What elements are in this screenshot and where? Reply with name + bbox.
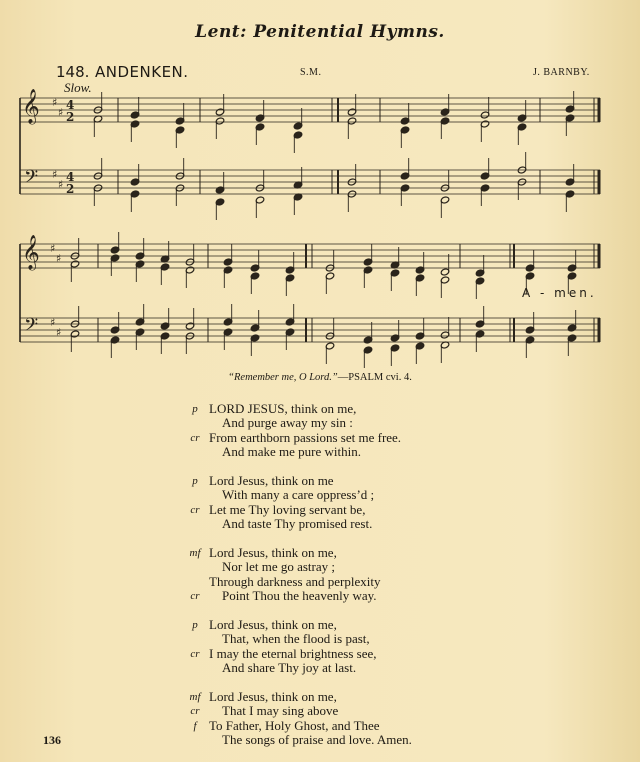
verse-line	[186, 488, 486, 502]
verse-line	[186, 402, 486, 416]
bass-clef: 𝄢	[24, 167, 39, 192]
dynamic-marking: mf	[189, 690, 201, 703]
verse-text: Let me Thy loving servant be,	[209, 501, 366, 517]
verse-line	[186, 733, 486, 747]
verse-text: Lord Jesus, think on me,	[209, 544, 337, 560]
verse-line	[186, 704, 486, 718]
verse-line	[186, 719, 486, 733]
stanza-5	[186, 690, 486, 748]
verse-text: From earthborn passions set me free.	[209, 429, 402, 445]
dynamic-marking: cr	[190, 503, 200, 516]
verse-line	[186, 546, 486, 560]
key-signature: ♯	[58, 178, 64, 191]
dynamic-marking: p	[192, 474, 198, 487]
stanza-4	[186, 618, 486, 676]
key-signature: ♯	[56, 252, 62, 265]
dynamic-marking: cr	[190, 705, 200, 718]
bass-clef: 𝄢	[24, 315, 39, 340]
key-signature: ♯	[50, 242, 56, 255]
verse-line	[186, 503, 486, 517]
verse-text: And purge away my sin :	[222, 415, 353, 431]
time-signature: 4	[66, 170, 75, 184]
verse-line	[186, 647, 486, 661]
epigraph-quote: “Remember me, O Lord.”	[228, 372, 338, 383]
key-signature: ♯	[52, 96, 58, 109]
verse-line	[186, 575, 486, 589]
dynamic-marking: cr	[190, 431, 200, 444]
verse-text: The songs of praise and love. Amen.	[222, 731, 412, 747]
verse-text: That, when the flood is past,	[222, 631, 370, 647]
verse-text: Through darkness and perplexity	[209, 573, 381, 589]
epigraph	[0, 372, 640, 383]
hymn-number: 148.	[56, 63, 90, 81]
verse-text: Lord Jesus, think on me,	[209, 616, 337, 632]
verse-text: That I may sing above	[222, 703, 339, 719]
verse-text: Lord Jesus, think on me	[209, 472, 334, 488]
verse-line	[186, 431, 486, 445]
key-signature: ♯	[50, 316, 56, 329]
stanza-3	[186, 546, 486, 604]
verse-line	[186, 560, 486, 574]
key-signature: ♯	[52, 168, 58, 181]
page-number: 136	[43, 733, 61, 747]
verse-line	[186, 517, 486, 531]
treble-clef: 𝄞	[22, 89, 40, 124]
stanza-2	[186, 474, 486, 532]
verse-line	[186, 661, 486, 675]
verse-line	[186, 690, 486, 704]
verse-line	[186, 445, 486, 459]
tempo-marking: Slow.	[64, 80, 92, 95]
verse-line	[186, 632, 486, 646]
dynamic-marking: mf	[189, 546, 201, 559]
treble-clef: 𝄞	[22, 235, 40, 270]
verse-text: Point Thou the heavenly way.	[222, 588, 377, 604]
key-signature: ♯	[58, 106, 64, 119]
verse-text: I may the eternal brightness see,	[209, 645, 377, 661]
verse-line	[186, 589, 486, 603]
hymn-composer: J. BARNBY.	[533, 67, 590, 78]
dynamic-marking: cr	[190, 590, 200, 603]
dynamic-marking: p	[192, 403, 198, 415]
verse-text: And share Thy joy at last.	[222, 660, 357, 676]
verse-line	[186, 618, 486, 632]
hymn-meter: S.M.	[300, 67, 322, 78]
key-signature: ♯	[56, 326, 62, 339]
amen-lyric: A - men.	[522, 286, 597, 300]
dynamic-marking: p	[192, 618, 198, 631]
verse-text: To Father, Holy Ghost, and Thee	[209, 717, 380, 733]
verse-line	[186, 416, 486, 430]
epigraph-source: —PSALM cvi. 4.	[337, 372, 412, 383]
verse-text: And taste Thy promised rest.	[222, 516, 373, 532]
dynamic-marking: f	[193, 719, 197, 732]
hymn-tune-name: ANDENKEN.	[95, 63, 189, 81]
verse-text: Lord Jesus, think on me,	[209, 688, 337, 704]
dynamic-marking: cr	[190, 647, 200, 660]
time-signature: 4	[66, 98, 75, 112]
stanza-1	[186, 402, 486, 460]
verse-text: LORD JESUS, think on me,	[209, 401, 357, 416]
verse-text: Nor let me go astray ;	[222, 559, 335, 575]
verse-text: And make me pure within.	[222, 444, 361, 460]
page-header: Lent: Penitential Hymns.	[195, 22, 445, 42]
time-signature: 2	[66, 182, 75, 196]
verse-text: With many a care oppress’d ;	[222, 487, 375, 503]
verse-line	[186, 474, 486, 488]
music-notation	[0, 0, 640, 370]
hymn-text	[186, 402, 486, 762]
time-signature: 2	[66, 110, 75, 124]
